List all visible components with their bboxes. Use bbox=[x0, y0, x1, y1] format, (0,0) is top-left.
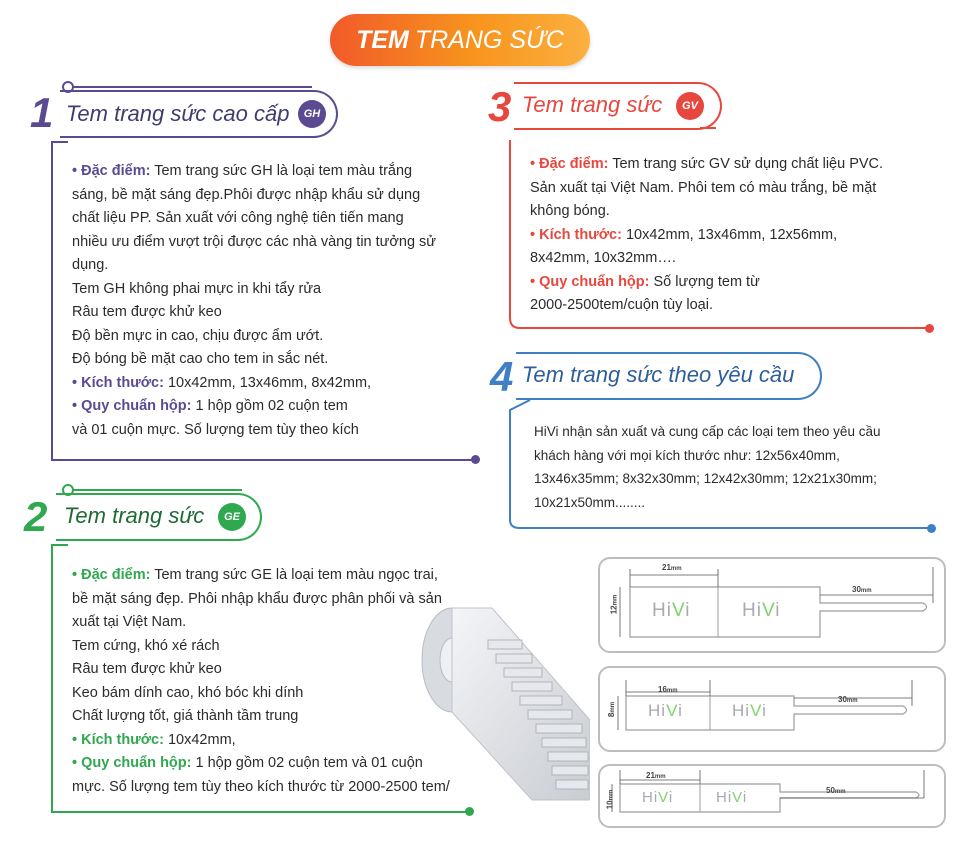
section-4-heading: Tem trang sức theo yêu cầu bbox=[522, 362, 795, 387]
badge-gh: GH bbox=[298, 100, 326, 128]
text-line: và 01 cuộn mực. Số lượng tem tùy theo kích bbox=[72, 421, 359, 438]
badge-ge: GE bbox=[218, 503, 246, 531]
hivi-logo: HiVi bbox=[642, 789, 674, 806]
text-line: 2000-2500tem/cuộn tùy loại. bbox=[530, 297, 713, 313]
text-line: 10x21x50mm........ bbox=[534, 494, 646, 510]
section-number-2: 2 bbox=[24, 493, 48, 540]
text-line: khách hàng với mọi kích thước như: 12x56x40mm, bbox=[534, 447, 840, 463]
text-line: • Kích thước: 10x42mm, bbox=[72, 731, 236, 748]
section-3-body bbox=[530, 153, 883, 318]
text-line: Chất lượng tốt, giá thành tầm trung bbox=[72, 708, 299, 724]
hivi-logo: HiVi bbox=[732, 701, 767, 720]
text-line: Độ bền mực in cao, chịu được ẩm ướt. bbox=[72, 327, 324, 344]
text-line: Tem GH không phai mực in khi tẩy rửa bbox=[72, 280, 322, 297]
section-2-body bbox=[72, 564, 450, 799]
section-4-body bbox=[534, 420, 880, 514]
text-line: Râu tem được khử keo bbox=[72, 304, 222, 320]
text-line: 8x42mm, 10x32mm…. bbox=[530, 250, 676, 266]
text-line: Keo bám dính cao, khó bóc khi dính bbox=[72, 684, 304, 701]
section-2-heading: Tem trang sức bbox=[64, 503, 205, 528]
text-line: HiVi nhận sản xuất và cung cấp các loại tem theo yêu cầu bbox=[534, 424, 881, 439]
dimension-width: 21mm bbox=[646, 771, 666, 780]
section-number-3: 3 bbox=[488, 83, 512, 130]
text-line: dụng. bbox=[72, 257, 109, 273]
dimension-height: 10mm bbox=[605, 789, 615, 810]
hivi-logo: HiVi bbox=[742, 600, 781, 621]
dimension-tail: 30mm bbox=[852, 585, 872, 594]
dimension-width: 21mm bbox=[662, 563, 682, 572]
header-line bbox=[72, 489, 242, 491]
text-line: Tem cứng, khó xé rách bbox=[72, 637, 220, 654]
end-dot bbox=[927, 524, 936, 533]
hivi-logo: HiVi bbox=[716, 789, 748, 806]
dimension-width: 16mm bbox=[658, 685, 678, 694]
text-line: sáng, bề mặt sáng đẹp.Phôi được nhập khẩu sử dụng bbox=[72, 186, 421, 203]
text-line: Độ bóng bề mặt cao cho tem in sắc nét. bbox=[72, 351, 329, 367]
text-line: • Quy chuẩn hộp: Số lượng tem từ bbox=[530, 273, 760, 290]
page-title: TEM TRANG SỨC bbox=[330, 14, 590, 66]
hivi-logo: HiVi bbox=[648, 701, 683, 720]
dimension-tail: 30mm bbox=[838, 695, 858, 704]
text-line: • Kích thước: 10x42mm, 13x46mm, 12x56mm, bbox=[530, 226, 838, 243]
text-line: • Đặc điểm: Tem trang sức GE là loại tem màu ngọc trai, bbox=[72, 567, 438, 583]
text-line: xuất tại Việt Nam. bbox=[72, 614, 187, 630]
text-line: mực. Số lượng tem tùy theo kích thước từ 2000-2500 tem/ bbox=[72, 778, 450, 795]
section-1-body bbox=[72, 160, 436, 442]
text-line: • Đặc điểm: Tem trang sức GH là loại tem màu trắng bbox=[72, 163, 413, 179]
end-dot bbox=[465, 807, 474, 816]
dimension-tail: 50mm bbox=[826, 786, 846, 795]
text-line: Râu tem được khử keo bbox=[72, 661, 222, 677]
text-line: • Kích thước: 10x42mm, 13x46mm, 8x42mm, bbox=[72, 374, 372, 391]
dimension-height: 8mm bbox=[607, 701, 617, 718]
text-line: • Đặc điểm: Tem trang sức GV sử dụng chất liệu PVC. bbox=[530, 156, 884, 172]
section-3-heading: Tem trang sức bbox=[522, 92, 663, 117]
text-line: không bóng. bbox=[530, 203, 610, 219]
badge-gv: GV bbox=[676, 92, 704, 120]
text-line: bề mặt sáng đẹp. Phôi nhập khẩu được phân phối và sản bbox=[72, 590, 442, 607]
section-number-1: 1 bbox=[30, 89, 54, 136]
end-dot bbox=[925, 324, 934, 333]
text-line: chất liệu PP. Sản xuất với công nghệ tiên tiến mang bbox=[72, 210, 404, 226]
end-dot bbox=[471, 455, 480, 464]
text-line: Sản xuất tại Việt Nam. Phôi tem có màu trắng, bề mặt bbox=[530, 179, 877, 196]
hivi-logo: HiVi bbox=[652, 600, 691, 621]
section-1-heading: Tem trang sức cao cấp bbox=[66, 101, 290, 126]
text-line: • Quy chuẩn hộp: 1 hộp gồm 02 cuộn tem và 01 cuộn bbox=[72, 755, 423, 771]
text-line: 13x46x35mm; 8x32x30mm; 12x42x30mm; 12x21x30mm; bbox=[534, 471, 877, 486]
section-number-4: 4 bbox=[490, 353, 514, 400]
text-line: nhiều ưu điểm vượt trội được các nhà vàng tin tưởng sử bbox=[72, 233, 437, 250]
dimension-height: 12mm bbox=[609, 594, 619, 615]
label-roll-image bbox=[412, 600, 590, 805]
text-line: • Quy chuẩn hộp: 1 hộp gồm 02 cuộn tem bbox=[72, 398, 348, 414]
